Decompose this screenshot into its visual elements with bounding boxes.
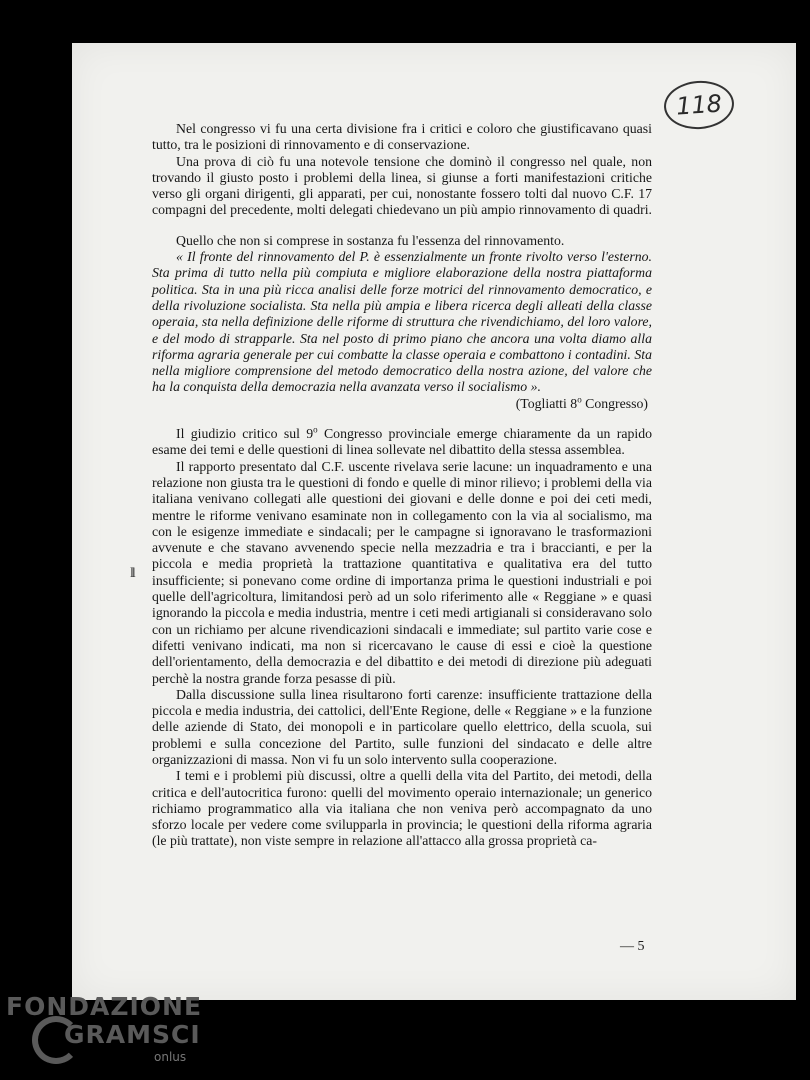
fondazione-gramsci-watermark bbox=[6, 992, 206, 1072]
p4-text-b: Congresso provinciale emerge chiaramente da un rapido esame dei temi e delle questioni di linea sollevate nel dibattito della stessa assemblea. bbox=[152, 426, 652, 458]
paragraph-3: Quello che non si comprese in sostanza fu l'essenza del rinnovamento. bbox=[176, 232, 565, 248]
paragraph-1: Nel congresso vi fu una certa divisione fra i critici e coloro che giustificavano quasi tutto, tra le posizioni di rinnovamento e di conservazione. bbox=[152, 121, 652, 153]
paragraph-2: Una prova di ciò fu una notevole tensione che dominò il congresso nel quale, non trovando il giusto posto i problemi della linea, si giunse a forti manifestazioni critiche verso gli organi dirigenti, gli apparati, per cui, nonostante fossero tolti dal nuovo C.F. 17 compagni del precedente, molti delegati chiedevano un più ampio rinnovamento di quadri. bbox=[152, 153, 652, 218]
margin-mark: ll bbox=[130, 566, 134, 581]
watermark-line-1: FONDAZIONE bbox=[6, 992, 203, 1021]
p4-superscript: o bbox=[313, 424, 318, 435]
document-body bbox=[152, 121, 652, 850]
paragraph-4 bbox=[152, 426, 652, 459]
document-page bbox=[72, 43, 796, 1000]
watermark-suffix: onlus bbox=[154, 1050, 187, 1064]
attribution-superscript: o bbox=[577, 394, 582, 405]
togliatti-quote: « Il fronte del rinnovamento del P. è essenzialmente un fronte rivolto verso l'esterno. Sta prima di tutto nella più compiuta e migliore elaborazione della nostra piattaforma politica. Sta in una più ricca analisi delle forze motrici del rinnovamento democratico, e della rivoluzione socialista. Sta nella più ampia e libera ricerca degli alleati della classe operaia, sta nella definizione delle riforme di struttura che rivendichiamo, del loro valore, e del modo di strapparle. Sta nel posto di primo piano che ancora una volta diamo alla riforma agraria generale per cui combatte la classe operaia e combattono i contadini. Sta nella migliore comprensione del metodo democratico della nostra azione, del valore che ha la conquista della democrazia nella avanzata verso il socialismo ». bbox=[152, 249, 652, 395]
paragraph-7: I temi e i problemi più discussi, oltre a quelli della vita del Partito, dei metodi, della critica e dell'autocritica furono: quelli del movimento operaio internazionale; un generico richiamo programmatico alla via italiana che non veniva però accompagnato da uno sforzo locale per vedere come svilupparla in provincia; le questioni della riforma agraria (le più trattate), non viste sempre in relazione all'attacco alla grossa proprietà ca- bbox=[152, 768, 652, 849]
paragraph-5: Il rapporto presentato dal C.F. uscente rivelava serie lacune: un inquadramento e una relazione non giusta tra le questioni di fondo e quelle di minor rilievo; i problemi della via italiana venivano collegati alle questioni dei giovani e delle donne e poi dei ceti medi, mentre le riforme venivano esaminate non in collegamento con la via al socialismo, ma con le esigenze immediate e sindacali; per le campagne si ignoravano le trasformazioni avvenute e che stavano avvenendo specie nella mezzadria e tra i braccianti, e per la piccola e media proprietà la trattazione quantitativa e qualitativa era del tutto insufficiente; si ponevano come ordine di importanza prima le questioni industriali e poi quelle dell'agricoltura, limitandosi però ad un solo riferimento alle « Reggiane » e quasi ignorando la piccola e media industria, mentre i ceti medi artigianali si consideravano solo con un richiamo per alcune rivendicazioni sindacali e immediate; sul partito varie cose e difetti venivano indicati, ma non si ricercavano le cause di essi e cioè la questione dell'orientamento, della democrazia e del dibattito e dei metodi di direzione più adeguati perchè la nostra grande forza pesasse di più. bbox=[152, 458, 652, 686]
quote-attribution bbox=[152, 396, 652, 412]
archive-number-stamp: 118 bbox=[662, 79, 735, 132]
attribution-text-a: (Togliatti 8 bbox=[515, 395, 578, 411]
attribution-text-b: Congresso) bbox=[581, 395, 648, 411]
p4-text-a: Il giudizio critico sul 9 bbox=[176, 426, 314, 442]
watermark-line-2: GRAMSCI bbox=[64, 1020, 201, 1049]
paragraph-6: Dalla discussione sulla linea risultarono forti carenze: insufficiente trattazione della piccola e media industria, dei cattolici, dell'Ente Regione, delle « Reggiane » e la funzione delle aziende di Stato, dei monopoli e in particolare quello elettrico, della scuola, sui problemi e sulla concezione del Partito, sulle funzioni del sindacato e delle altre organizzazioni di massa. Non vi fu un solo intervento sulla cooperazione. bbox=[152, 686, 652, 767]
page-number: — 5 bbox=[620, 939, 645, 954]
